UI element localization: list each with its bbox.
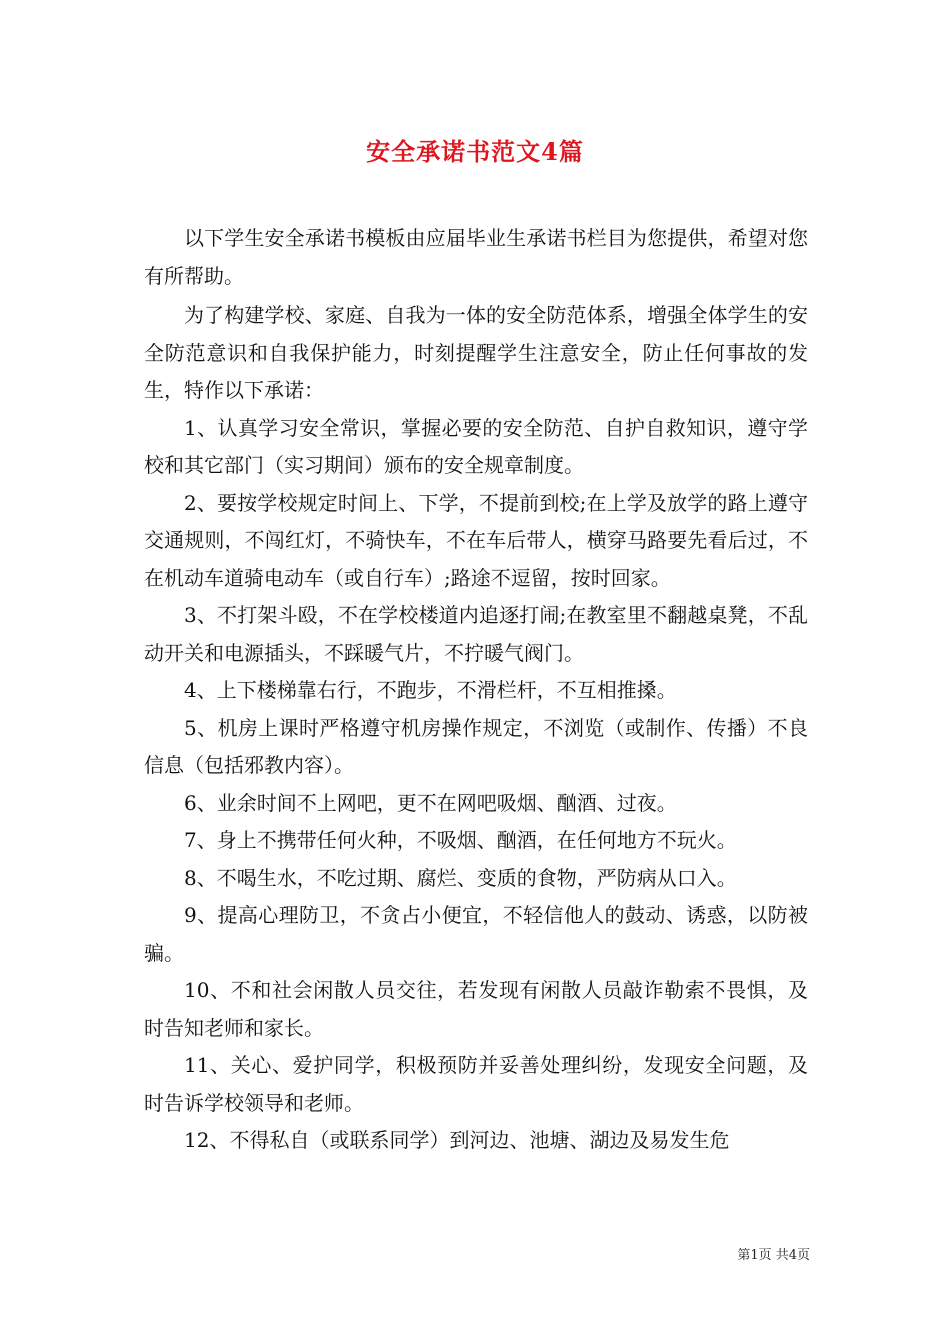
paragraph-item-1: 1、认真学习安全常识，掌握必要的安全防范、自护自救知识，遵守学校和其它部门（实习期间）颁布的安全规章制度。: [144, 415, 808, 477]
paragraph-item-4: 4、上下楼梯靠右行，不跑步，不滑栏杆，不互相推搡。: [184, 678, 677, 702]
paragraph-item-10: 10、不和社会闲散人员交往，若发现有闲散人员敲诈勒索不畏惧，及时告知老师和家长。: [144, 978, 808, 1040]
paragraph-item-7: 7、身上不携带任何火种，不吸烟、酗酒，在任何地方不玩火。: [184, 828, 737, 852]
paragraph-intro: 以下学生安全承诺书模板由应届毕业生承诺书栏目为您提供，希望对您有所帮助。: [144, 226, 808, 288]
page-number-footer: 第1页 共4页: [737, 1248, 810, 1263]
paragraph-item-12: 12、不得私自（或联系同学）到河边、池塘、湖边及易发生危: [184, 1128, 730, 1152]
paragraph-item-6: 6、业余时间不上网吧，更不在网吧吸烟、酗酒、过夜。: [184, 790, 677, 815]
document-body: [144, 220, 808, 1160]
paragraph-item-9: 9、提高心理防卫，不贪占小便宜，不轻信他人的鼓动、诱惑，以防被骗。: [144, 903, 808, 965]
paragraph-item-8: 8、不喝生水，不吃过期、腐烂、变质的食物，严防病从口入。: [184, 865, 737, 890]
paragraph-item-5: 5、机房上课时严格遵守机房操作规定，不浏览（或制作、传播）不良信息（包括邪教内容）。: [144, 715, 808, 777]
paragraph-item-11: 11、关心、爱护同学，积极预防并妥善处理纠纷，发现安全问题，及时告诉学校领导和老师。: [144, 1053, 808, 1115]
paragraph-item-2: 2、要按学校规定时间上、下学，不提前到校;在上学及放学的路上遵守交通规则，不闯红灯，不骑快车，不在车后带人，横穿马路要先看后过，不在机动车道骑电动车（或自行车）;路途不逗留，按时回家。: [144, 490, 808, 590]
document-title: 安全承诺书范文4篇: [366, 137, 584, 166]
paragraph-preamble: 为了构建学校、家庭、自我为一体的安全防范体系，增强全体学生的安全防范意识和自我保护能力，时刻提醒学生注意安全，防止任何事故的发生，特作以下承诺：: [144, 303, 808, 402]
paragraph-item-3: 3、不打架斗殴，不在学校楼道内追逐打闹;在教室里不翻越桌凳，不乱动开关和电源插头，不踩暖气片，不拧暖气阀门。: [144, 603, 808, 665]
